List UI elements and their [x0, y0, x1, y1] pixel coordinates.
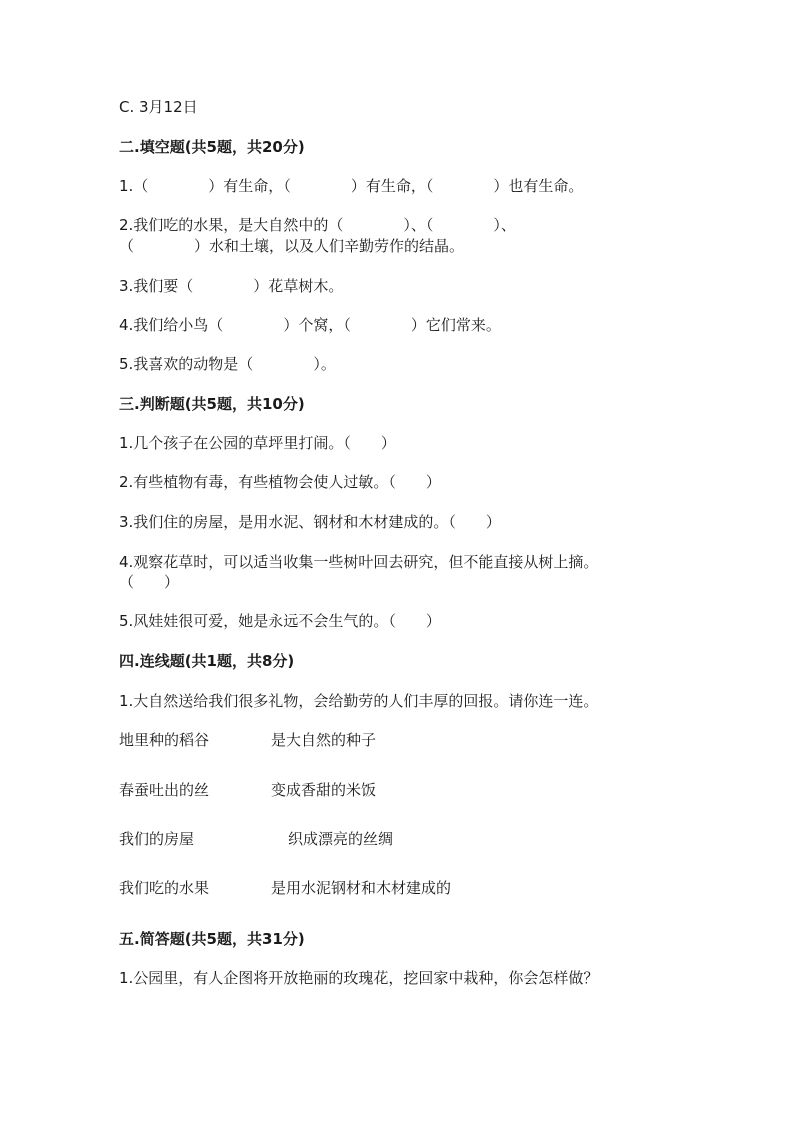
- fill-question-2-line-1: 2.我们吃的水果，是大自然中的（ ）、（ ）、: [119, 216, 516, 234]
- match-left-item: 地里种的稻谷: [119, 731, 210, 749]
- judge-question-5: 5.风娃娃很可爱，她是永远不会生气的。（ ）: [119, 612, 441, 630]
- judge-question-3: 3.我们住的房屋，是用水泥、钢材和木材建成的。（ ）: [119, 513, 501, 531]
- judge-question-4-line-2: （ ）: [119, 573, 180, 591]
- fill-question-3: 3.我们要（ ）花草树木。: [119, 277, 344, 295]
- match-right-item: 织成漂亮的丝绸: [288, 830, 394, 848]
- fill-question-4: 4.我们给小鸟（ ）个窝，（ ）它们常来。: [119, 316, 501, 334]
- match-right-item: 变成香甜的米饭: [271, 781, 377, 799]
- match-left-item: 春蚕吐出的丝: [119, 781, 210, 799]
- fill-question-5: 5.我喜欢的动物是（ ）。: [119, 355, 336, 373]
- match-left-item: 我们吃的水果: [119, 879, 210, 897]
- fill-question-1: 1.（ ）有生命，（ ）有生命，（ ）也有生命。: [119, 177, 584, 195]
- short-question-1: 1.公园里，有人企图将开放艳丽的玫瑰花，挖回家中栽种，你会怎样做？: [119, 969, 599, 987]
- judge-question-4-line-1: 4.观察花草时，可以适当收集一些树叶回去研究，但不能直接从树上摘。: [119, 553, 599, 571]
- match-right-item: 是用水泥钢材和木材建成的: [271, 879, 452, 897]
- section-fill-title: 二.填空题(共5题，共20分): [119, 138, 305, 156]
- fill-question-2-line-2: （ ）水和土壤，以及人们辛勤劳作的结晶。: [119, 237, 465, 255]
- match-question-1: 1.大自然送给我们很多礼物，会给勤劳的人们丰厚的回报。请你连一连。: [119, 692, 599, 710]
- judge-question-2: 2.有些植物有毒，有些植物会使人过敏。（ ）: [119, 473, 441, 491]
- section-match-title: 四.连线题(共1题，共8分): [119, 652, 295, 670]
- match-right-item: 是大自然的种子: [271, 731, 377, 749]
- judge-question-1: 1.几个孩子在公园的草坪里打闹。（ ）: [119, 434, 396, 452]
- option-c: C. 3月12日: [119, 98, 198, 116]
- section-judge-title: 三.判断题(共5题，共10分): [119, 395, 305, 413]
- section-short-title: 五.简答题(共5题，共31分): [119, 930, 305, 948]
- match-left-item: 我们的房屋: [119, 830, 195, 848]
